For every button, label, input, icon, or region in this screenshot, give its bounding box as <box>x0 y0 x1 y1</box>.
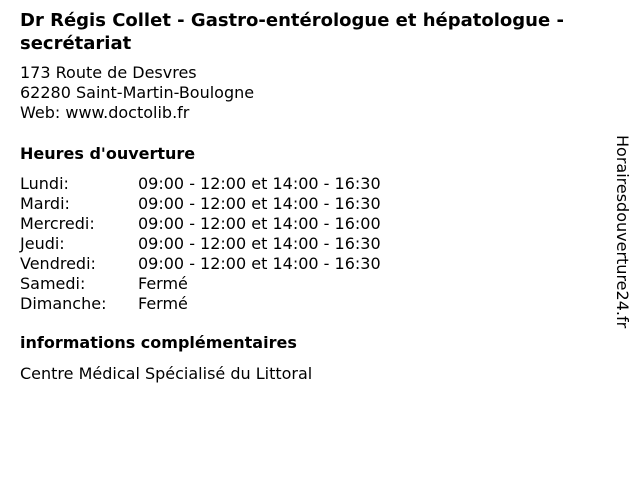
opening-hours-table <box>20 174 381 314</box>
page-title: Dr Régis Collet - Gastro-entérologue et hépatologue - secrétariat <box>20 10 564 54</box>
hours-row-friday <box>20 254 381 274</box>
day-hours: Fermé <box>138 294 188 313</box>
day-hours: 09:00 - 12:00 et 14:00 - 16:30 <box>138 234 381 253</box>
day-hours: 09:00 - 12:00 et 14:00 - 16:30 <box>138 254 381 273</box>
hours-row-tuesday <box>20 194 381 214</box>
day-label: Vendredi: <box>20 254 96 273</box>
day-label: Samedi: <box>20 274 86 293</box>
day-hours: 09:00 - 12:00 et 14:00 - 16:30 <box>138 194 381 213</box>
day-hours: 09:00 - 12:00 et 14:00 - 16:30 <box>138 174 381 193</box>
day-label: Dimanche: <box>20 294 107 313</box>
site-watermark: Horairesdouverture24.fr <box>613 135 632 329</box>
day-label: Mardi: <box>20 194 70 213</box>
day-hours: 09:00 - 12:00 et 14:00 - 16:00 <box>138 214 381 233</box>
additional-info-heading: informations complémentaires <box>20 333 297 352</box>
day-label: Mercredi: <box>20 214 95 233</box>
address-city: 62280 Saint-Martin-Boulogne <box>20 83 255 102</box>
opening-hours-heading: Heures d'ouverture <box>20 144 196 163</box>
day-label: Jeudi: <box>20 234 65 253</box>
hours-row-saturday <box>20 274 381 294</box>
address-street: 173 Route de Desvres <box>20 63 197 82</box>
hours-row-sunday <box>20 294 381 314</box>
hours-row-wednesday <box>20 214 381 234</box>
day-hours: Fermé <box>138 274 188 293</box>
hours-row-monday <box>20 174 381 194</box>
address-block <box>20 63 254 123</box>
website-link[interactable]: Web: www.doctolib.fr <box>20 103 190 122</box>
hours-row-thursday <box>20 234 381 254</box>
additional-info-text: Centre Médical Spécialisé du Littoral <box>20 364 313 383</box>
day-label: Lundi: <box>20 174 69 193</box>
